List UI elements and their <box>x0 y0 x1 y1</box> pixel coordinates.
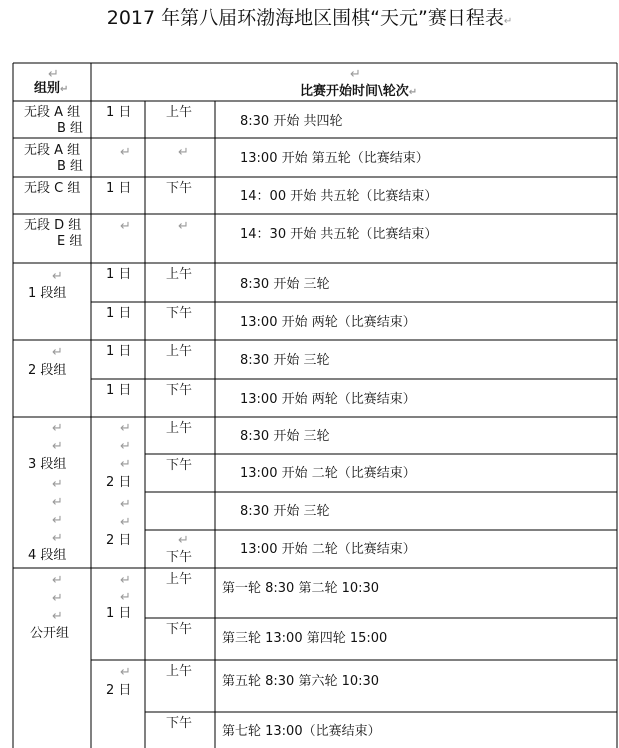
paragraph-mark: ↵ <box>120 219 131 234</box>
paragraph-mark: ↵ <box>350 67 361 82</box>
group-label: 公开组 <box>30 626 70 641</box>
schedule-text: 8:30 开始 三轮 <box>240 353 330 368</box>
day-label: 1 日 <box>106 181 132 196</box>
document-title: 2017 年第八届环渤海地区围棋“天元”赛日程表↵ <box>106 7 513 29</box>
schedule-text: 13:00 开始 二轮（比赛结束） <box>240 542 416 557</box>
paragraph-mark: ↵ <box>48 67 59 82</box>
paragraph-mark: ↵ <box>52 495 63 510</box>
schedule-text: 13:00 开始 两轮（比赛结束） <box>240 392 416 407</box>
schedule-text: 8:30 开始 共四轮 <box>240 114 343 129</box>
paragraph-mark: ↵ <box>120 439 131 454</box>
paragraph-mark: ↵ <box>52 477 63 492</box>
period-label: 下午 <box>166 550 193 565</box>
group-label-2: B 组 <box>57 121 84 136</box>
group-label: 无段 C 组 <box>24 181 81 196</box>
schedule-text: 14：00 开始 共五轮（比赛结束） <box>240 189 438 204</box>
schedule-text: 14：30 开始 共五轮（比赛结束） <box>240 227 438 242</box>
title-text: 2017 年第八届环渤海地区围棋“天元”赛日程表 <box>106 7 504 29</box>
paragraph-mark: ↵ <box>52 345 63 360</box>
period-label: 下午 <box>166 181 193 196</box>
group-column-header: 组别↵ <box>34 81 69 96</box>
schedule-text: 13:00 开始 第五轮（比赛结束） <box>240 151 429 166</box>
schedule-text: 13:00 开始 两轮（比赛结束） <box>240 315 416 330</box>
day-label: 1 日 <box>106 344 132 359</box>
schedule-text: 第五轮 8:30 第六轮 10:30 <box>222 674 380 689</box>
paragraph-mark: ↵ <box>120 665 131 680</box>
paragraph-mark: ↵ <box>120 497 131 512</box>
day-label: 2 日 <box>106 533 132 548</box>
period-label: 上午 <box>166 105 193 120</box>
paragraph-mark: ↵ <box>52 421 63 436</box>
paragraph-mark: ↵ <box>178 219 189 234</box>
paragraph-mark: ↵ <box>120 421 131 436</box>
schedule-text: 8:30 开始 三轮 <box>240 504 330 519</box>
schedule-text: 8:30 开始 三轮 <box>240 429 330 444</box>
paragraph-mark: ↵ <box>120 515 131 530</box>
paragraph-mark: ↵ <box>52 269 63 284</box>
day-label: 1 日 <box>106 105 132 120</box>
group-label: 无段 D 组 <box>24 218 82 233</box>
paragraph-mark: ↵ <box>52 573 63 588</box>
paragraph-mark: ↵ <box>52 439 63 454</box>
day-label: 1 日 <box>106 306 132 321</box>
paragraph-mark: ↵ <box>120 457 131 472</box>
paragraph-mark: ↵ <box>52 531 63 546</box>
paragraph-mark: ↵ <box>52 591 63 606</box>
period-label: 上午 <box>166 421 193 436</box>
period-label: 上午 <box>166 267 193 282</box>
paragraph-mark: ↵ <box>178 533 189 548</box>
day-label: 2 日 <box>106 475 132 490</box>
group-label-2: B 组 <box>57 159 84 174</box>
paragraph-mark: ↵ <box>52 609 63 624</box>
group-label: 无段 A 组 <box>24 143 81 158</box>
paragraph-mark: ↵ <box>52 513 63 528</box>
paragraph-mark: ↵ <box>120 590 131 605</box>
schedule-text: 13:00 开始 二轮（比赛结束） <box>240 466 416 481</box>
group-label-2: E 组 <box>57 234 83 249</box>
period-label: 上午 <box>166 572 193 587</box>
schedule-text: 第三轮 13:00 第四轮 15:00 <box>222 631 388 646</box>
period-label: 下午 <box>166 622 193 637</box>
period-label: 上午 <box>166 344 193 359</box>
paragraph-mark: ↵ <box>120 573 131 588</box>
paragraph-mark: ↵ <box>178 145 189 160</box>
period-label: 下午 <box>166 383 193 398</box>
period-label: 下午 <box>166 306 193 321</box>
group-label: 3 段组 <box>28 457 67 472</box>
schedule-text: 8:30 开始 三轮 <box>240 277 330 292</box>
schedule-text: 第一轮 8:30 第二轮 10:30 <box>222 581 380 596</box>
paragraph-mark: ↵ <box>120 145 131 160</box>
group-label: 4 段组 <box>28 548 67 563</box>
day-label: 1 日 <box>106 383 132 398</box>
time-round-column-header: 比赛开始时间\轮次↵ <box>300 84 418 99</box>
group-label: 无段 A 组 <box>24 105 81 120</box>
day-label: 1 日 <box>106 606 132 621</box>
day-label: 2 日 <box>106 683 132 698</box>
period-label: 下午 <box>166 458 193 473</box>
day-label: 1 日 <box>106 267 132 282</box>
period-label: 上午 <box>166 664 193 679</box>
schedule-text: 第七轮 13:00（比赛结束） <box>222 724 381 739</box>
group-label: 1 段组 <box>28 286 67 301</box>
period-label: 下午 <box>166 716 193 731</box>
group-label: 2 段组 <box>28 363 67 378</box>
